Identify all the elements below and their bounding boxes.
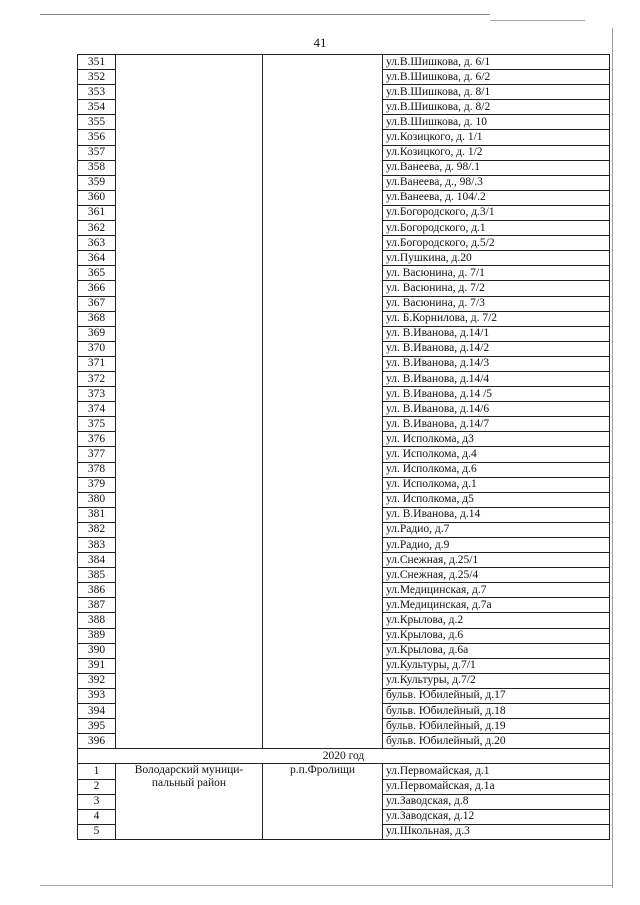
address-cell: ул.Крылова, д.6: [383, 628, 610, 643]
address-cell: ул.Богородского, д.3/1: [383, 205, 610, 220]
address-cell: ул.Школьная, д.3: [383, 824, 610, 839]
row-number: 385: [78, 568, 116, 583]
scan-edge-bottom: [40, 885, 612, 886]
address-cell: ул.Радио, д.7: [383, 522, 610, 537]
address-cell: ул.Снежная, д.25/4: [383, 568, 610, 583]
row-number: 395: [78, 719, 116, 734]
row-number: 360: [78, 190, 116, 205]
address-cell: ул. Исполкома, д3: [383, 432, 610, 447]
address-cell: ул.Заводская, д.8: [383, 794, 610, 809]
address-cell: бульв. Юбилейный, д.20: [383, 734, 610, 749]
row-number: 367: [78, 296, 116, 311]
address-cell: ул.Козицкого, д. 1/1: [383, 130, 610, 145]
row-number: 369: [78, 326, 116, 341]
address-cell: ул. В.Иванова, д.14/3: [383, 356, 610, 371]
row-number: 383: [78, 538, 116, 553]
row-number: 386: [78, 583, 116, 598]
row-number: 363: [78, 236, 116, 251]
row-number: 381: [78, 507, 116, 522]
address-cell: ул.В.Шишкова, д. 8/2: [383, 100, 610, 115]
address-cell: ул. В.Иванова, д.14/4: [383, 371, 610, 386]
scan-edge-top: [40, 14, 490, 15]
address-cell: ул.Первомайская, д.1а: [383, 779, 610, 794]
year-header-row: [78, 749, 610, 764]
row-number: 387: [78, 598, 116, 613]
row-number: 358: [78, 160, 116, 175]
row-number: 357: [78, 145, 116, 160]
row-number: 364: [78, 251, 116, 266]
row-number: 351: [78, 55, 116, 70]
table-row: [78, 55, 610, 70]
row-number: 392: [78, 673, 116, 688]
address-cell: ул.Пушкина, д.20: [383, 251, 610, 266]
registry-body: [78, 55, 610, 840]
address-cell: ул. Васюнина, д. 7/1: [383, 266, 610, 281]
row-number: 366: [78, 281, 116, 296]
row-number: 378: [78, 462, 116, 477]
address-cell: ул.Культуры, д.7/2: [383, 673, 610, 688]
row-number: 356: [78, 130, 116, 145]
row-number: 2: [78, 779, 116, 794]
town-cell-empty: [263, 55, 383, 749]
address-cell: ул. Исполкома, д.6: [383, 462, 610, 477]
row-number: 361: [78, 205, 116, 220]
row-number: 396: [78, 734, 116, 749]
row-number: 368: [78, 311, 116, 326]
row-number: 373: [78, 387, 116, 402]
row-number: 355: [78, 115, 116, 130]
row-number: 379: [78, 477, 116, 492]
town-name: р.п.Фролищи: [263, 764, 383, 839]
row-number: 362: [78, 221, 116, 236]
scan-edge-right: [612, 28, 613, 888]
page-number: 41: [313, 35, 327, 50]
address-cell: ул.В.Шишкова, д. 8/1: [383, 85, 610, 100]
row-number: 389: [78, 628, 116, 643]
row-number: 359: [78, 175, 116, 190]
row-number: 365: [78, 266, 116, 281]
row-number: 1: [78, 764, 116, 779]
address-cell: ул.Крылова, д.2: [383, 613, 610, 628]
row-number: 374: [78, 402, 116, 417]
row-number: 377: [78, 447, 116, 462]
row-number: 388: [78, 613, 116, 628]
address-cell: ул.Радио, д.9: [383, 538, 610, 553]
row-number: 393: [78, 688, 116, 703]
address-cell: ул.Крылова, д.6а: [383, 643, 610, 658]
district-name: Володарский муници- пальный район: [116, 764, 263, 839]
address-cell: ул. Б.Корнилова, д. 7/2: [383, 311, 610, 326]
address-cell: ул. В.Иванова, д.14: [383, 507, 610, 522]
row-number: 352: [78, 70, 116, 85]
address-cell: бульв. Юбилейный, д.17: [383, 688, 610, 703]
row-number: 391: [78, 658, 116, 673]
table-row: [78, 764, 610, 779]
row-number: 390: [78, 643, 116, 658]
address-cell: ул.Первомайская, д.1: [383, 764, 610, 779]
row-number: 370: [78, 341, 116, 356]
row-number: 375: [78, 417, 116, 432]
address-cell: ул.Ванеева, д., 98/.3: [383, 175, 610, 190]
address-cell: ул. В.Иванова, д.14/6: [383, 402, 610, 417]
address-cell: ул.В.Шишкова, д. 10: [383, 115, 610, 130]
address-cell: ул.Богородского, д.5/2: [383, 236, 610, 251]
address-cell: ул.Ванеева, д. 98/.1: [383, 160, 610, 175]
row-number: 354: [78, 100, 116, 115]
row-number: 376: [78, 432, 116, 447]
address-cell: ул.Культуры, д.7/1: [383, 658, 610, 673]
row-number: 382: [78, 522, 116, 537]
address-cell: ул.Заводская, д.12: [383, 809, 610, 824]
address-cell: ул.В.Шишкова, д. 6/1: [383, 55, 610, 70]
address-cell: ул.Снежная, д.25/1: [383, 553, 610, 568]
address-cell: ул. В.Иванова, д.14/7: [383, 417, 610, 432]
row-number: 4: [78, 809, 116, 824]
address-cell: ул.Медицинская, д.7: [383, 583, 610, 598]
row-number: 380: [78, 492, 116, 507]
address-cell: ул. Васюнина, д. 7/2: [383, 281, 610, 296]
row-number: 372: [78, 371, 116, 386]
address-cell: ул. В.Иванова, д.14 /5: [383, 387, 610, 402]
year-label: 2020 год: [78, 749, 610, 764]
address-cell: ул.В.Шишкова, д. 6/2: [383, 70, 610, 85]
row-number: 3: [78, 794, 116, 809]
address-cell: ул.Козицкого, д. 1/2: [383, 145, 610, 160]
scan-edge-top-right: [490, 20, 585, 21]
address-cell: ул.Ванеева, д. 104/.2: [383, 190, 610, 205]
row-number: 371: [78, 356, 116, 371]
address-cell: ул. Васюнина, д. 7/3: [383, 296, 610, 311]
address-cell: ул.Богородского, д.1: [383, 221, 610, 236]
address-cell: бульв. Юбилейный, д.19: [383, 719, 610, 734]
row-number: 353: [78, 85, 116, 100]
address-cell: ул. Исполкома, д.1: [383, 477, 610, 492]
row-number: 394: [78, 704, 116, 719]
row-number: 5: [78, 824, 116, 839]
address-cell: бульв. Юбилейный, д.18: [383, 704, 610, 719]
address-cell: ул. Исполкома, д.4: [383, 447, 610, 462]
address-cell: ул. В.Иванова, д.14/1: [383, 326, 610, 341]
row-number: 384: [78, 553, 116, 568]
address-cell: ул.Медицинская, д.7а: [383, 598, 610, 613]
address-registry-table: [77, 54, 610, 840]
address-cell: ул. В.Иванова, д.14/2: [383, 341, 610, 356]
district-cell-empty: [116, 55, 263, 749]
address-cell: ул. Исполкома, д5: [383, 492, 610, 507]
